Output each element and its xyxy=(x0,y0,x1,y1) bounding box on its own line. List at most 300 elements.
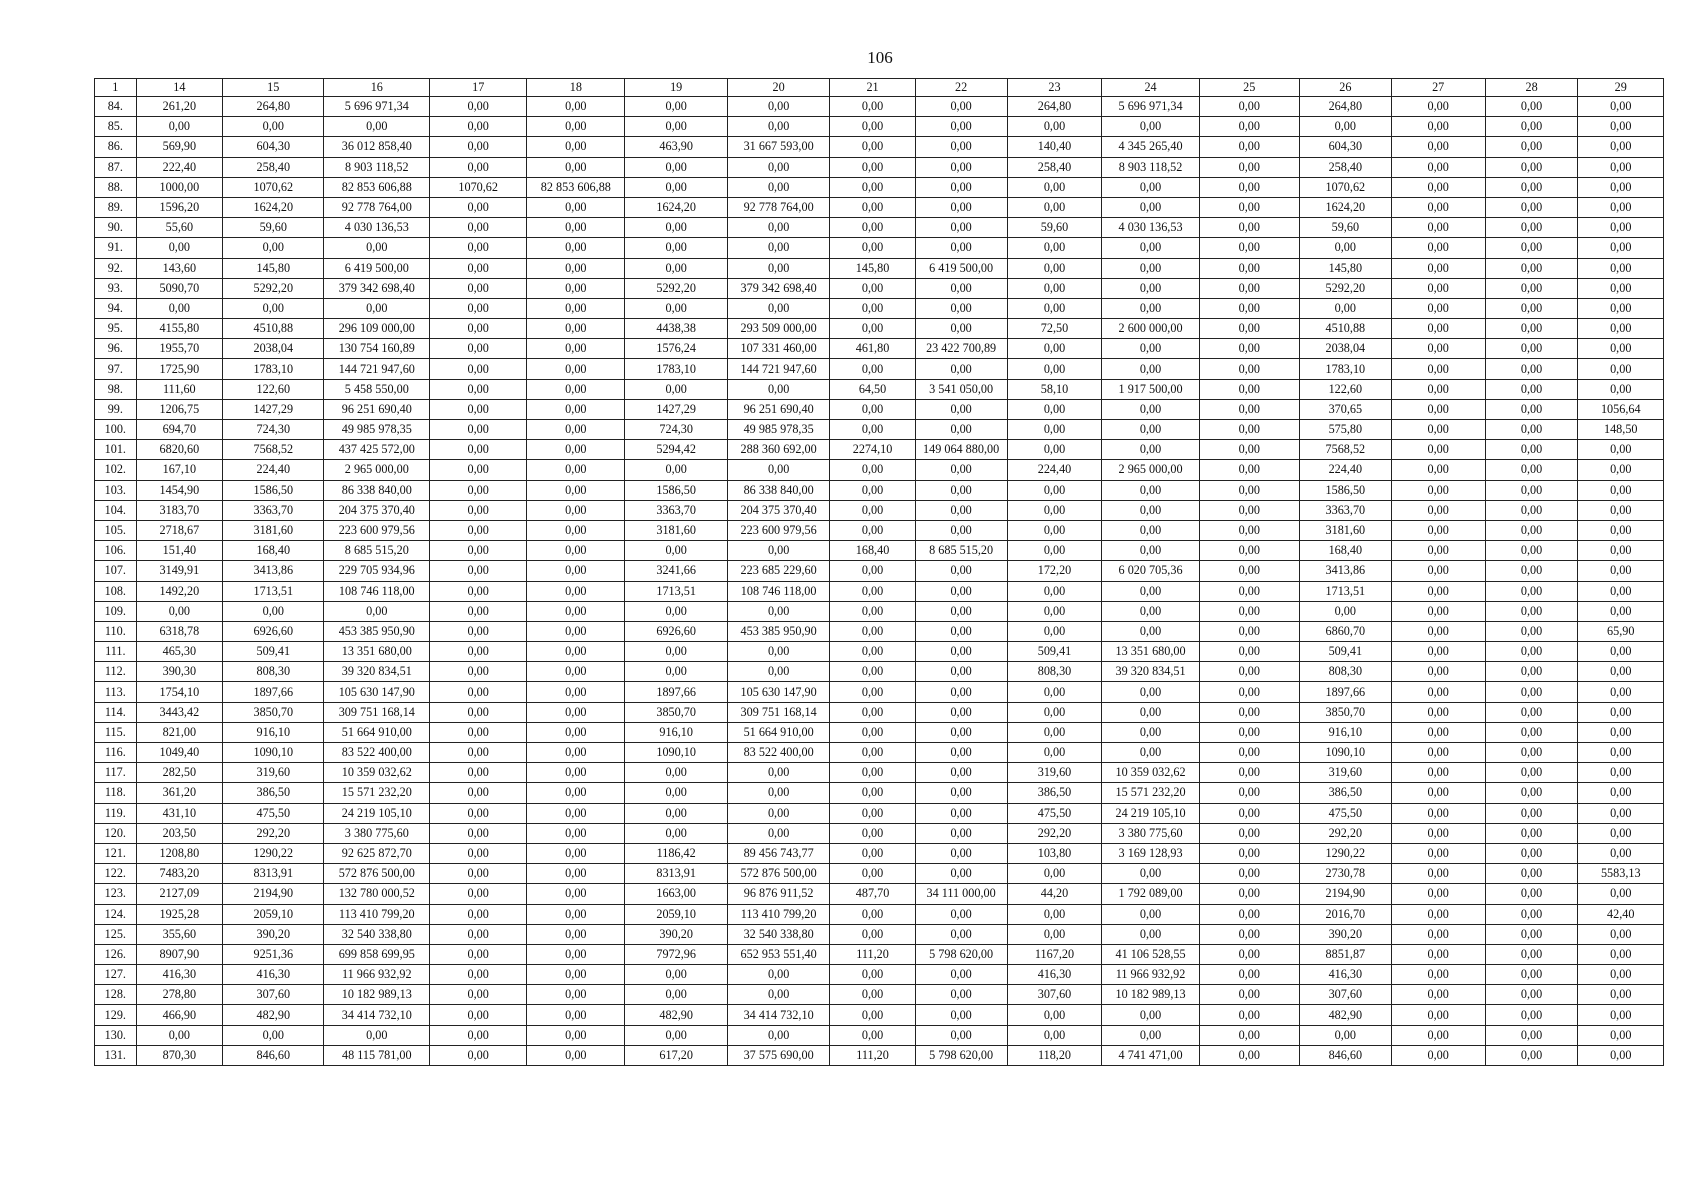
table-cell: 7972,96 xyxy=(625,944,727,964)
table-cell: 145,80 xyxy=(1299,258,1391,278)
table-cell: 0,00 xyxy=(1485,864,1578,884)
table-cell: 0,00 xyxy=(625,258,727,278)
table-cell: 1586,50 xyxy=(625,480,727,500)
table-cell: 0,00 xyxy=(830,1025,915,1045)
table-cell: 808,30 xyxy=(1007,662,1102,682)
table-cell: 0,00 xyxy=(1199,662,1299,682)
row-number-cell: 90. xyxy=(95,218,137,238)
table-cell: 145,80 xyxy=(830,258,915,278)
table-cell: 0,00 xyxy=(1391,1005,1485,1025)
table-cell: 1925,28 xyxy=(136,904,222,924)
table-cell: 224,40 xyxy=(223,460,324,480)
row-number-cell: 94. xyxy=(95,298,137,318)
table-cell: 0,00 xyxy=(223,601,324,621)
table-cell: 0,00 xyxy=(1391,480,1485,500)
table-cell: 0,00 xyxy=(430,944,527,964)
table-cell: 7483,20 xyxy=(136,864,222,884)
table-cell: 0,00 xyxy=(830,965,915,985)
table-cell: 319,60 xyxy=(1007,763,1102,783)
table-cell: 0,00 xyxy=(430,965,527,985)
table-cell: 0,00 xyxy=(1007,278,1102,298)
column-header: 16 xyxy=(324,79,430,97)
table-cell: 143,60 xyxy=(136,258,222,278)
table-cell: 0,00 xyxy=(527,440,625,460)
table-cell: 0,00 xyxy=(1485,763,1578,783)
table-cell: 0,00 xyxy=(1007,601,1102,621)
table-cell: 0,00 xyxy=(527,420,625,440)
table-cell: 105 630 147,90 xyxy=(727,682,829,702)
table-cell: 431,10 xyxy=(136,803,222,823)
table-cell: 0,00 xyxy=(527,379,625,399)
table-cell: 0,00 xyxy=(1578,1025,1664,1045)
table-cell: 0,00 xyxy=(1485,137,1578,157)
table-cell: 0,00 xyxy=(1391,601,1485,621)
table-cell: 0,00 xyxy=(915,843,1007,863)
table-cell: 144 721 947,60 xyxy=(324,359,430,379)
row-number-cell: 121. xyxy=(95,843,137,863)
table-cell: 148,50 xyxy=(1578,420,1664,440)
table-cell: 1070,62 xyxy=(223,177,324,197)
table-cell: 0,00 xyxy=(1199,843,1299,863)
table-cell: 0,00 xyxy=(527,460,625,480)
table-row xyxy=(95,258,1664,278)
table-cell: 0,00 xyxy=(1391,117,1485,137)
table-cell: 0,00 xyxy=(430,1045,527,1065)
table-cell: 0,00 xyxy=(1391,904,1485,924)
table-cell: 223 685 229,60 xyxy=(727,561,829,581)
table-cell: 0,00 xyxy=(915,581,1007,601)
table-row xyxy=(95,157,1664,177)
row-number-cell: 88. xyxy=(95,177,137,197)
table-cell: 4 030 136,53 xyxy=(324,218,430,238)
table-cell: 0,00 xyxy=(1578,965,1664,985)
table-cell: 0,00 xyxy=(1199,440,1299,460)
table-cell: 0,00 xyxy=(1485,702,1578,722)
table-cell: 0,00 xyxy=(1391,541,1485,561)
column-header: 24 xyxy=(1102,79,1199,97)
table-cell: 0,00 xyxy=(527,601,625,621)
row-number-cell: 129. xyxy=(95,1005,137,1025)
table-cell: 0,00 xyxy=(1391,500,1485,520)
table-cell: 0,00 xyxy=(527,480,625,500)
table-cell: 0,00 xyxy=(1199,319,1299,339)
table-cell: 390,30 xyxy=(136,662,222,682)
row-number-cell: 120. xyxy=(95,823,137,843)
table-cell: 0,00 xyxy=(430,662,527,682)
table-cell: 0,00 xyxy=(1391,520,1485,540)
table-cell: 3241,66 xyxy=(625,561,727,581)
table-row xyxy=(95,197,1664,217)
table-cell: 3 541 050,00 xyxy=(915,379,1007,399)
table-row xyxy=(95,823,1664,843)
table-cell: 0,00 xyxy=(1199,985,1299,1005)
table-row xyxy=(95,1005,1664,1025)
table-cell: 1208,80 xyxy=(136,843,222,863)
table-row xyxy=(95,924,1664,944)
table-cell: 0,00 xyxy=(1578,157,1664,177)
table-cell: 465,30 xyxy=(136,642,222,662)
table-cell: 1783,10 xyxy=(223,359,324,379)
table-cell: 3181,60 xyxy=(223,520,324,540)
table-cell: 0,00 xyxy=(1485,1005,1578,1025)
table-cell: 4 345 265,40 xyxy=(1102,137,1199,157)
table-cell: 0,00 xyxy=(1578,642,1664,662)
row-number-cell: 84. xyxy=(95,97,137,117)
table-cell: 1624,20 xyxy=(1299,197,1391,217)
table-cell: 8 903 118,52 xyxy=(324,157,430,177)
table-cell: 572 876 500,00 xyxy=(727,864,829,884)
column-header: 18 xyxy=(527,79,625,97)
table-cell: 0,00 xyxy=(430,197,527,217)
table-row xyxy=(95,278,1664,298)
table-cell: 0,00 xyxy=(430,460,527,480)
table-row xyxy=(95,1045,1664,1065)
table-cell: 1 917 500,00 xyxy=(1102,379,1199,399)
table-cell: 3149,91 xyxy=(136,561,222,581)
column-header: 27 xyxy=(1391,79,1485,97)
table-cell: 0,00 xyxy=(1007,298,1102,318)
table-cell: 0,00 xyxy=(527,965,625,985)
table-cell: 0,00 xyxy=(1578,783,1664,803)
table-cell: 309 751 168,14 xyxy=(727,702,829,722)
table-cell: 7568,52 xyxy=(1299,440,1391,460)
table-cell: 0,00 xyxy=(1007,117,1102,137)
table-cell: 0,00 xyxy=(1391,319,1485,339)
table-cell: 0,00 xyxy=(527,621,625,641)
table-cell: 0,00 xyxy=(1102,864,1199,884)
table-cell: 652 953 551,40 xyxy=(727,944,829,964)
table-cell: 0,00 xyxy=(527,803,625,823)
table-cell: 107 331 460,00 xyxy=(727,339,829,359)
table-cell: 3850,70 xyxy=(1299,702,1391,722)
table-cell: 0,00 xyxy=(1485,399,1578,419)
table-cell: 0,00 xyxy=(830,985,915,1005)
row-number-cell: 86. xyxy=(95,137,137,157)
row-number-cell: 124. xyxy=(95,904,137,924)
table-cell: 1090,10 xyxy=(625,743,727,763)
table-row xyxy=(95,743,1664,763)
table-cell: 264,80 xyxy=(223,97,324,117)
table-cell: 416,30 xyxy=(1007,965,1102,985)
table-cell: 132 780 000,52 xyxy=(324,884,430,904)
table-cell: 0,00 xyxy=(430,298,527,318)
table-cell: 390,20 xyxy=(223,924,324,944)
table-cell: 44,20 xyxy=(1007,884,1102,904)
table-cell: 0,00 xyxy=(1485,278,1578,298)
table-cell: 0,00 xyxy=(527,642,625,662)
row-number-cell: 100. xyxy=(95,420,137,440)
table-cell: 0,00 xyxy=(1199,1005,1299,1025)
table-cell: 293 509 000,00 xyxy=(727,319,829,339)
table-cell: 0,00 xyxy=(830,601,915,621)
table-cell: 130 754 160,89 xyxy=(324,339,430,359)
table-cell: 0,00 xyxy=(830,621,915,641)
table-cell: 0,00 xyxy=(830,561,915,581)
table-cell: 0,00 xyxy=(1391,621,1485,641)
table-cell: 0,00 xyxy=(1199,581,1299,601)
table-cell: 15 571 232,20 xyxy=(324,783,430,803)
table-cell: 0,00 xyxy=(625,177,727,197)
table-cell: 0,00 xyxy=(1102,500,1199,520)
table-cell: 1070,62 xyxy=(1299,177,1391,197)
table-cell: 5292,20 xyxy=(1299,278,1391,298)
table-cell: 1663,00 xyxy=(625,884,727,904)
table-cell: 0,00 xyxy=(430,601,527,621)
table-cell: 0,00 xyxy=(1578,258,1664,278)
table-cell: 0,00 xyxy=(1007,520,1102,540)
table-cell: 0,00 xyxy=(1391,440,1485,460)
table-cell: 0,00 xyxy=(830,480,915,500)
table-cell: 0,00 xyxy=(1102,621,1199,641)
table-cell: 5 696 971,34 xyxy=(324,97,430,117)
table-cell: 0,00 xyxy=(915,621,1007,641)
table-cell: 224,40 xyxy=(1007,460,1102,480)
table-cell: 0,00 xyxy=(1391,1025,1485,1045)
table-cell: 0,00 xyxy=(430,642,527,662)
table-cell: 3850,70 xyxy=(625,702,727,722)
table-row xyxy=(95,117,1664,137)
table-cell: 108 746 118,00 xyxy=(727,581,829,601)
table-cell: 2016,70 xyxy=(1299,904,1391,924)
table-cell: 0,00 xyxy=(1199,157,1299,177)
table-cell: 0,00 xyxy=(1485,460,1578,480)
table-cell: 0,00 xyxy=(1485,359,1578,379)
table-cell: 86 338 840,00 xyxy=(324,480,430,500)
table-cell: 416,30 xyxy=(1299,965,1391,985)
table-cell: 1586,50 xyxy=(1299,480,1391,500)
table-cell: 6 020 705,36 xyxy=(1102,561,1199,581)
table-cell: 0,00 xyxy=(1007,258,1102,278)
row-number-cell: 127. xyxy=(95,965,137,985)
table-cell: 1492,20 xyxy=(136,581,222,601)
row-number-cell: 95. xyxy=(95,319,137,339)
table-cell: 0,00 xyxy=(1391,944,1485,964)
table-cell: 1090,10 xyxy=(1299,743,1391,763)
table-row xyxy=(95,722,1664,742)
table-cell: 0,00 xyxy=(1102,904,1199,924)
table-cell: 0,00 xyxy=(1007,480,1102,500)
table-cell: 0,00 xyxy=(915,520,1007,540)
table-cell: 808,30 xyxy=(1299,662,1391,682)
table-cell: 870,30 xyxy=(136,1045,222,1065)
table-cell: 41 106 528,55 xyxy=(1102,944,1199,964)
table-cell: 32 540 338,80 xyxy=(324,924,430,944)
table-cell: 37 575 690,00 xyxy=(727,1045,829,1065)
table-row xyxy=(95,541,1664,561)
table-cell: 1427,29 xyxy=(625,399,727,419)
table-cell: 0,00 xyxy=(1578,460,1664,480)
table-cell: 0,00 xyxy=(830,157,915,177)
table-cell: 0,00 xyxy=(915,682,1007,702)
table-cell: 1897,66 xyxy=(223,682,324,702)
table-cell: 5292,20 xyxy=(223,278,324,298)
table-cell: 0,00 xyxy=(1391,339,1485,359)
table-cell: 0,00 xyxy=(1102,359,1199,379)
table-cell: 0,00 xyxy=(1199,97,1299,117)
table-cell: 0,00 xyxy=(1007,197,1102,217)
table-cell: 0,00 xyxy=(830,97,915,117)
table-cell: 0,00 xyxy=(915,1025,1007,1045)
row-number-cell: 130. xyxy=(95,1025,137,1045)
table-cell: 0,00 xyxy=(1199,460,1299,480)
table-cell: 0,00 xyxy=(1485,581,1578,601)
row-number-cell: 97. xyxy=(95,359,137,379)
table-cell: 0,00 xyxy=(1485,541,1578,561)
table-cell: 0,00 xyxy=(1199,177,1299,197)
table-row xyxy=(95,460,1664,480)
table-cell: 6 419 500,00 xyxy=(915,258,1007,278)
table-cell: 8907,90 xyxy=(136,944,222,964)
table-cell: 86 338 840,00 xyxy=(727,480,829,500)
table-cell: 2 600 000,00 xyxy=(1102,319,1199,339)
table-cell: 0,00 xyxy=(1007,359,1102,379)
column-header: 22 xyxy=(915,79,1007,97)
table-cell: 0,00 xyxy=(1199,298,1299,318)
table-cell: 0,00 xyxy=(625,238,727,258)
table-cell: 0,00 xyxy=(1391,743,1485,763)
table-cell: 0,00 xyxy=(1199,682,1299,702)
table-cell: 0,00 xyxy=(625,965,727,985)
table-cell: 0,00 xyxy=(830,298,915,318)
table-cell: 0,00 xyxy=(1199,944,1299,964)
table-cell: 0,00 xyxy=(1578,278,1664,298)
table-cell: 0,00 xyxy=(1578,218,1664,238)
table-cell: 0,00 xyxy=(1578,702,1664,722)
table-cell: 229 705 934,96 xyxy=(324,561,430,581)
table-cell: 24 219 105,10 xyxy=(1102,803,1199,823)
table-cell: 0,00 xyxy=(430,823,527,843)
table-cell: 0,00 xyxy=(915,561,1007,581)
row-number-cell: 117. xyxy=(95,763,137,783)
table-cell: 0,00 xyxy=(915,97,1007,117)
table-cell: 0,00 xyxy=(1199,541,1299,561)
table-cell: 59,60 xyxy=(1299,218,1391,238)
table-cell: 0,00 xyxy=(915,924,1007,944)
table-cell: 0,00 xyxy=(1485,218,1578,238)
table-cell: 0,00 xyxy=(1578,440,1664,460)
table-cell: 0,00 xyxy=(1199,783,1299,803)
table-cell: 113 410 799,20 xyxy=(324,904,430,924)
table-cell: 0,00 xyxy=(223,238,324,258)
header-row xyxy=(95,79,1664,97)
table-cell: 0,00 xyxy=(1199,1045,1299,1065)
table-cell: 1596,20 xyxy=(136,197,222,217)
table-cell: 466,90 xyxy=(136,1005,222,1025)
table-row xyxy=(95,763,1664,783)
table-cell: 453 385 950,90 xyxy=(727,621,829,641)
table-cell: 0,00 xyxy=(1391,97,1485,117)
table-cell: 1897,66 xyxy=(625,682,727,702)
table-cell: 3850,70 xyxy=(223,702,324,722)
table-cell: 0,00 xyxy=(1485,319,1578,339)
table-cell: 0,00 xyxy=(727,298,829,318)
table-cell: 11 966 932,92 xyxy=(324,965,430,985)
table-cell: 0,00 xyxy=(727,157,829,177)
table-cell: 0,00 xyxy=(915,1005,1007,1025)
table-cell: 0,00 xyxy=(830,803,915,823)
table-cell: 0,00 xyxy=(430,924,527,944)
table-cell: 0,00 xyxy=(1485,258,1578,278)
table-cell: 0,00 xyxy=(1485,1045,1578,1065)
row-number-cell: 110. xyxy=(95,621,137,641)
table-cell: 0,00 xyxy=(1391,864,1485,884)
table-cell: 0,00 xyxy=(527,117,625,137)
column-header: 17 xyxy=(430,79,527,97)
table-cell: 261,20 xyxy=(136,97,222,117)
table-cell: 118,20 xyxy=(1007,1045,1102,1065)
table-cell: 0,00 xyxy=(527,520,625,540)
table-cell: 0,00 xyxy=(727,783,829,803)
table-cell: 1713,51 xyxy=(223,581,324,601)
row-number-cell: 122. xyxy=(95,864,137,884)
table-cell: 0,00 xyxy=(1391,157,1485,177)
table-cell: 6 419 500,00 xyxy=(324,258,430,278)
table-cell: 0,00 xyxy=(1299,298,1391,318)
table-cell: 0,00 xyxy=(1102,420,1199,440)
table-cell: 10 359 032,62 xyxy=(324,763,430,783)
table-cell: 0,00 xyxy=(1485,339,1578,359)
table-cell: 0,00 xyxy=(430,379,527,399)
table-cell: 0,00 xyxy=(1007,904,1102,924)
row-number-cell: 92. xyxy=(95,258,137,278)
table-cell: 92 625 872,70 xyxy=(324,843,430,863)
table-cell: 168,40 xyxy=(1299,541,1391,561)
row-number-cell: 91. xyxy=(95,238,137,258)
table-cell: 5 458 550,00 xyxy=(324,379,430,399)
table-cell: 0,00 xyxy=(830,117,915,137)
table-cell: 168,40 xyxy=(223,541,324,561)
table-cell: 0,00 xyxy=(1391,783,1485,803)
table-cell: 0,00 xyxy=(625,218,727,238)
table-cell: 1454,90 xyxy=(136,480,222,500)
table-cell: 1000,00 xyxy=(136,177,222,197)
table-cell: 0,00 xyxy=(1578,601,1664,621)
table-cell: 0,00 xyxy=(430,541,527,561)
table-cell: 0,00 xyxy=(527,722,625,742)
table-cell: 0,00 xyxy=(430,420,527,440)
table-cell: 8 903 118,52 xyxy=(1102,157,1199,177)
table-cell: 319,60 xyxy=(1299,763,1391,783)
table-cell: 0,00 xyxy=(324,601,430,621)
table-cell: 4 030 136,53 xyxy=(1102,218,1199,238)
table-cell: 24 219 105,10 xyxy=(324,803,430,823)
table-cell: 916,10 xyxy=(625,722,727,742)
table-cell: 0,00 xyxy=(1578,561,1664,581)
table-cell: 0,00 xyxy=(915,662,1007,682)
table-cell: 0,00 xyxy=(1485,238,1578,258)
table-cell: 0,00 xyxy=(1485,662,1578,682)
table-cell: 0,00 xyxy=(727,803,829,823)
table-cell: 0,00 xyxy=(430,843,527,863)
column-header: 20 xyxy=(727,79,829,97)
table-cell: 0,00 xyxy=(1102,117,1199,137)
table-cell: 0,00 xyxy=(527,864,625,884)
table-cell: 0,00 xyxy=(1391,682,1485,702)
table-cell: 3 380 775,60 xyxy=(324,823,430,843)
table-cell: 482,90 xyxy=(223,1005,324,1025)
table-cell: 0,00 xyxy=(1102,258,1199,278)
table-cell: 0,00 xyxy=(915,460,1007,480)
table-cell: 319,60 xyxy=(223,763,324,783)
table-cell: 0,00 xyxy=(830,197,915,217)
table-cell: 39 320 834,51 xyxy=(324,662,430,682)
table-row xyxy=(95,662,1664,682)
table-cell: 0,00 xyxy=(1391,722,1485,742)
table-cell: 0,00 xyxy=(830,218,915,238)
table-cell: 0,00 xyxy=(625,763,727,783)
table-cell: 0,00 xyxy=(1007,722,1102,742)
table-cell: 0,00 xyxy=(324,1025,430,1045)
